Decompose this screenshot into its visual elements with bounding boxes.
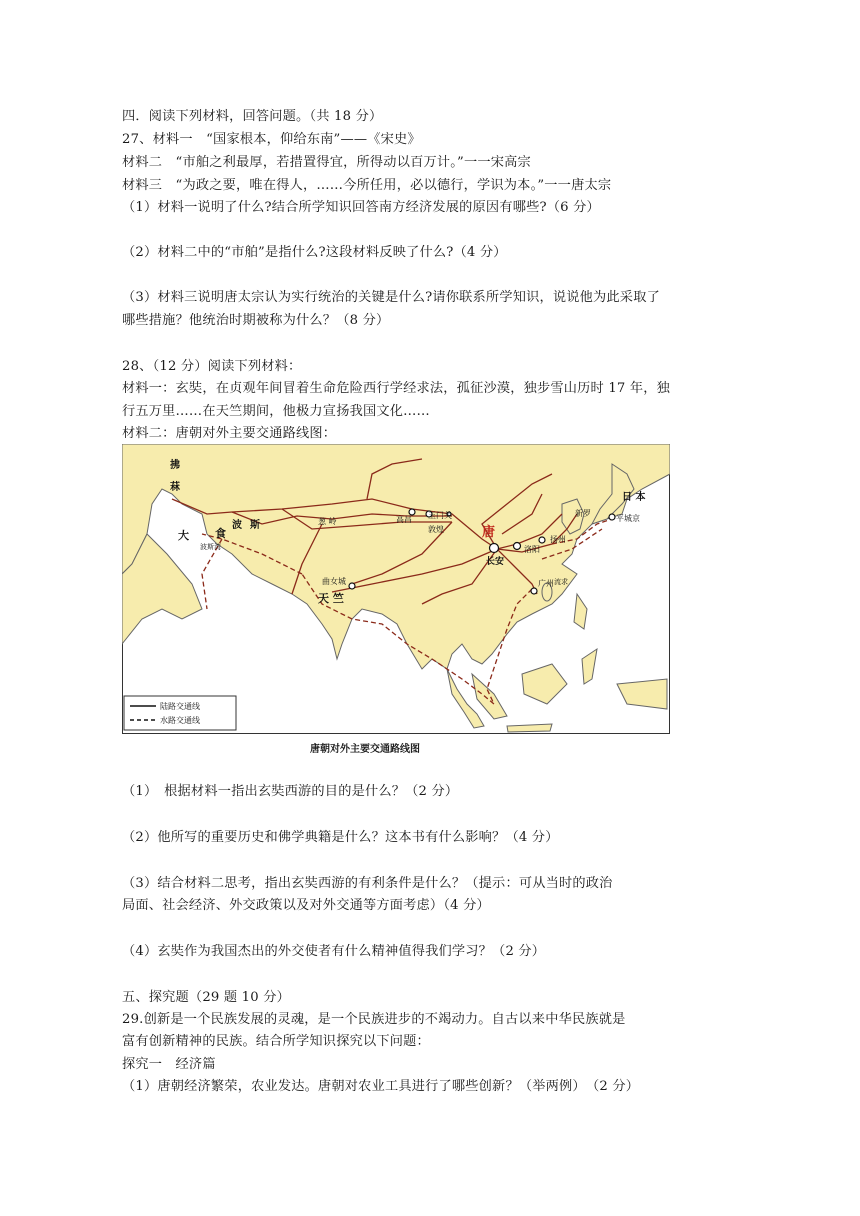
q27-question-1: （1）材料一说明了什么?结合所学知识回答南方经济发展的原因有哪些?（6 分） [122, 200, 600, 215]
q27-question-2: （2）材料二中的“市舶”是指什么?这段材料反映了什么?（4 分） [122, 245, 507, 260]
tang-trade-route-map [122, 444, 670, 734]
label-yumenguan: 玉门关 [428, 511, 452, 520]
label-persian-gulf: 波斯湾 [200, 543, 221, 551]
q28-material-1-cont: 行五万里……在天竺期间，他极力宣扬我国文化…… [122, 404, 430, 419]
label-changan: 长安 [486, 557, 505, 567]
legend-sea: 水路交通线 [160, 716, 200, 725]
label-fu: 拂 [170, 460, 180, 471]
map-svg [122, 444, 670, 734]
q27-material-2: 材料二 “市舶之利最厚，若措置得宜，所得动以百万计。”一一宋高宗 [122, 155, 531, 170]
q28-material-1: 材料一：玄奘，在贞观年间冒着生命危险西行学经求法，孤征沙漠，独步雪山历时 17 年，独 [122, 381, 671, 396]
label-da: 大 [178, 529, 189, 542]
label-xinluo: 新罗 [575, 509, 591, 518]
q29-intro: 29.创新是一个民族发展的灵魂，是一个民族进步的不竭动力。自古以来中华民族就是 [122, 1012, 626, 1027]
legend-land: 陆路交通线 [160, 702, 200, 711]
label-pingchengjing: 平城京 [616, 514, 640, 523]
q28-question-4: （4）玄奘作为我国杰出的外交使者有什么精神值得我们学习？（2 分） [122, 944, 546, 959]
q27-question-3-cont: 哪些措施？他统治时期被称为什么？（8 分） [122, 313, 390, 328]
label-tang: 唐 [482, 525, 496, 540]
label-luoyang: 洛阳 [524, 545, 540, 554]
q28-question-2: （2）他所写的重要历史和佛学典籍是什么？这本书有什么影响？（4 分） [122, 830, 559, 845]
label-dunhuang: 敦煌 [428, 525, 444, 534]
map-legend [124, 696, 236, 730]
q27-question-3: （3）材料三说明唐太宗认为实行统治的关键是什么?请你联系所学知识，说说他为此采取了 [122, 290, 660, 305]
q29-intro-cont: 富有创新精神的民族。结合所学知识探究以下问题： [122, 1034, 430, 1049]
label-yangzhou: 扬州 [550, 535, 566, 544]
label-shi: 食 [215, 527, 226, 540]
q28-material-2: 材料二：唐朝对外主要交通路线图： [122, 426, 337, 441]
label-guangzhou: 广州 [538, 579, 554, 588]
q27-material-1: 27、材料一 “国家根本，仰给东南”——《宋史》 [122, 132, 421, 147]
section5-heading: 五、探究题（29 题 10 分） [122, 990, 291, 1005]
label-riben: 日 本 [622, 492, 646, 503]
label-lin: 菻 [170, 482, 180, 493]
label-liuqiu: 流求 [554, 578, 568, 586]
label-congling: 葱 岭 [318, 517, 337, 526]
q28-question-3-cont: 局面、社会经济、外交政策以及对外交通等方面考虑）（4 分） [122, 898, 490, 913]
label-bo: 波 [232, 520, 242, 531]
q28-question-1: （1） 根据材料一指出玄奘西游的目的是什么？（2 分） [122, 784, 459, 799]
q28-question-3: （3）结合材料二思考，指出玄奘西游的有利条件是什么？（提示：可从当时的政治 [122, 876, 613, 891]
map-caption: 唐朝对外主要交通路线图 [310, 744, 420, 755]
map-java [507, 724, 552, 732]
explore-1-title: 探究一 经济篇 [122, 1057, 216, 1072]
q29-question-1: （1）唐朝经济繁荣，农业发达。唐朝对农业工具进行了哪些创新？（举两例） （2 分） [122, 1079, 640, 1094]
q27-material-3: 材料三 “为政之要，唯在得人，……今所任用，必以德行，学识为本。”一一唐太宗 [122, 178, 612, 193]
section-heading: 四．阅读下列材料，回答问题。（共 18 分） [122, 109, 383, 124]
label-gaochang: 高昌 [396, 515, 412, 524]
q28-intro: 28、（12 分）阅读下列材料： [122, 359, 302, 374]
label-tianzhu: 天 竺 [318, 592, 344, 605]
label-qunu: 曲女城 [322, 577, 346, 586]
label-si: 斯 [250, 520, 260, 531]
